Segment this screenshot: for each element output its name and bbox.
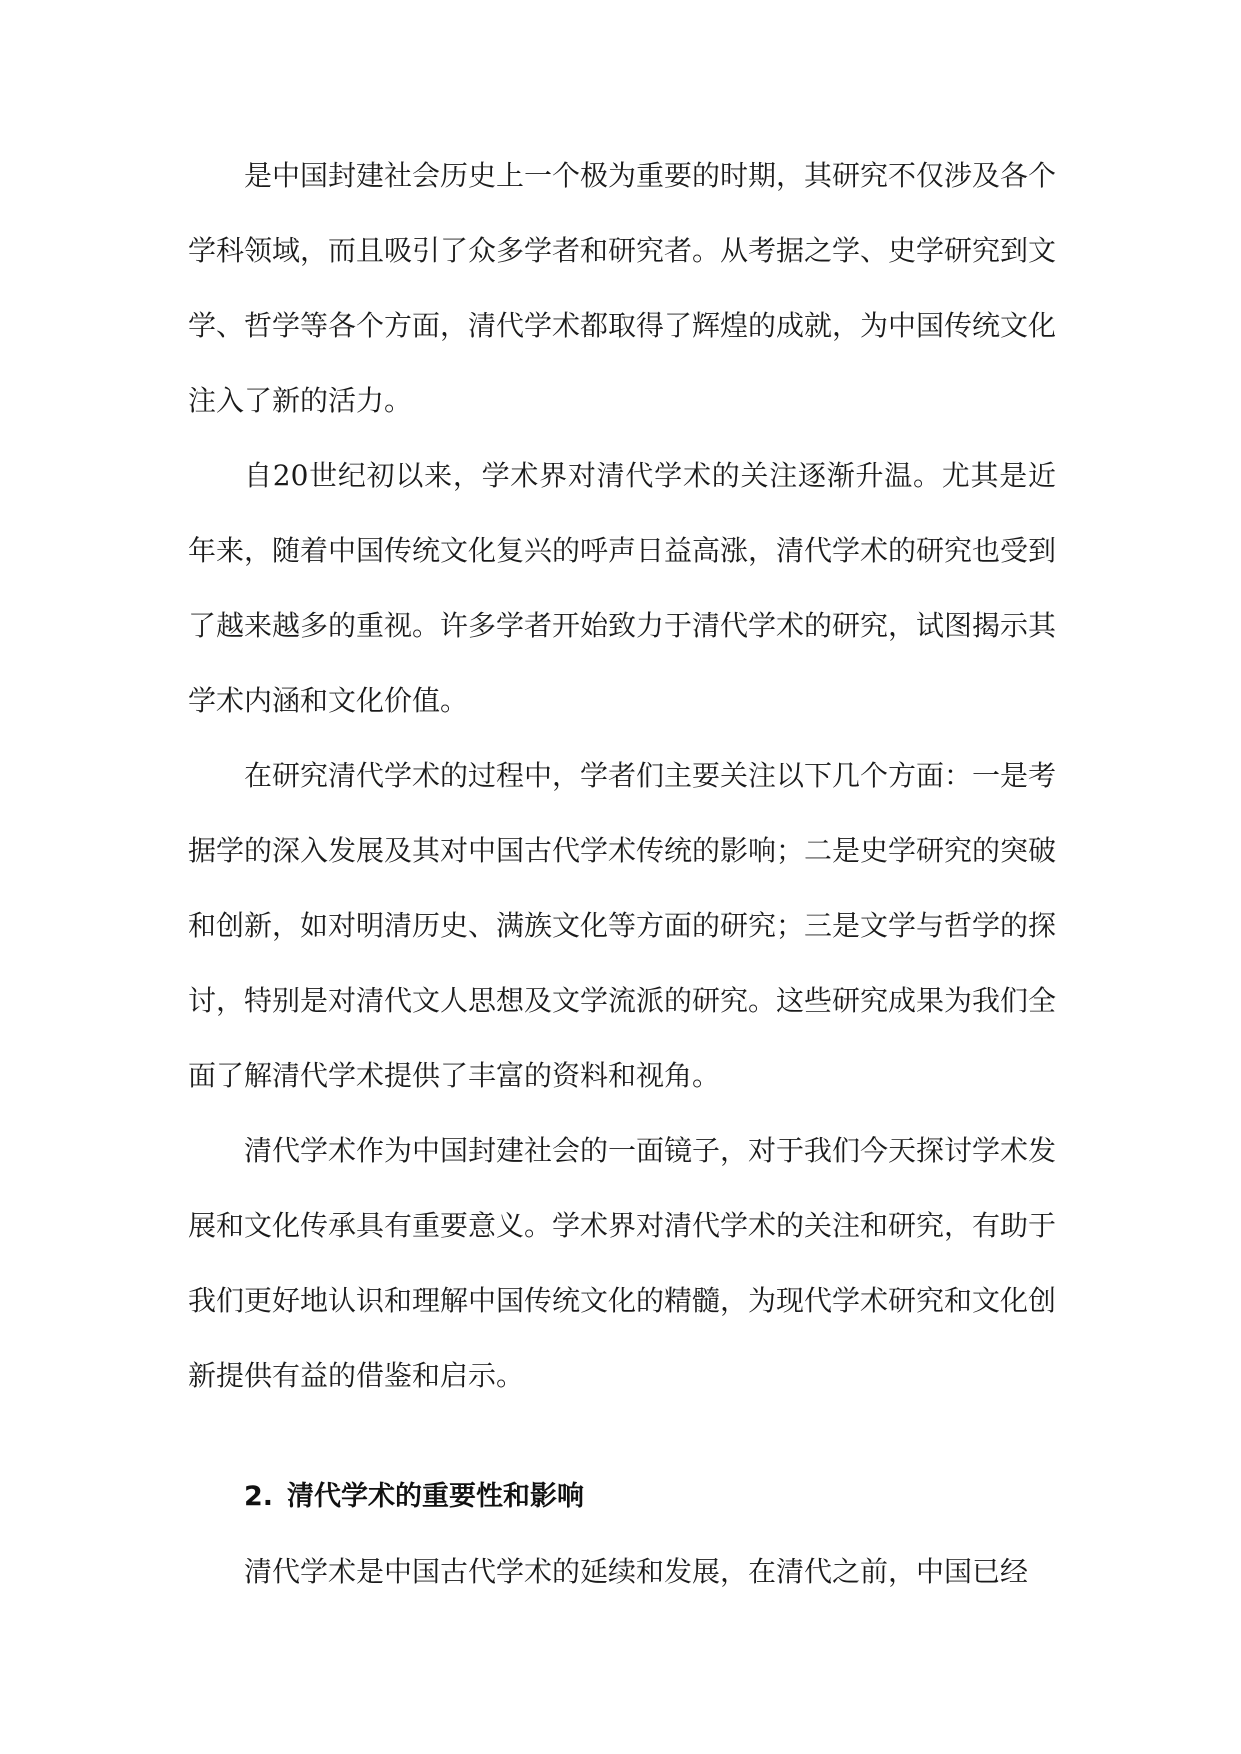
paragraph-4: 清代学术作为中国封建社会的一面镜子，对于我们今天探讨学术发展和文化传承具有重要意义。学术界对清代学术的关注和研究，有助于我们更好地认识和理解中国传统文化的精髓，为现代学术研究和文化创新提供有益的借鉴和启示。: [188, 1134, 1057, 1392]
paragraph-1: 是中国封建社会历史上一个极为重要的时期，其研究不仅涉及各个学科领域，而且吸引了众多学者和研究者。从考据之学、史学研究到文学、哲学等各个方面，清代学术都取得了辉煌的成就，为中国传统文化注入了新的活力。: [188, 159, 1057, 417]
paragraph-3: 在研究清代学术的过程中，学者们主要关注以下几个方面：一是考据学的深入发展及其对中国古代学术传统的影响；二是史学研究的突破和创新，如对明清历史、满族文化等方面的研究；三是文学与哲学的探讨，特别是对清代文人思想及文学流派的研究。这些研究成果为我们全面了解清代学术提供了丰富的资料和视角。: [188, 759, 1057, 1092]
section-number: 2.: [244, 1481, 274, 1512]
paragraph-5: 清代学术是中国古代学术的延续和发展，在清代之前，中国已经: [244, 1555, 1029, 1588]
section-heading: [188, 1459, 1056, 1534]
document-body: [188, 138, 1056, 1609]
paragraph-2: 自20世纪初以来，学术界对清代学术的关注逐渐升温。尤其是近年来，随着中国传统文化复兴的呼声日益高涨，清代学术的研究也受到了越来越多的重视。许多学者开始致力于清代学术的研究，试图揭示其学术内涵和文化价值。: [188, 459, 1057, 717]
section-title: 清代学术的重要性和影响: [287, 1481, 585, 1512]
